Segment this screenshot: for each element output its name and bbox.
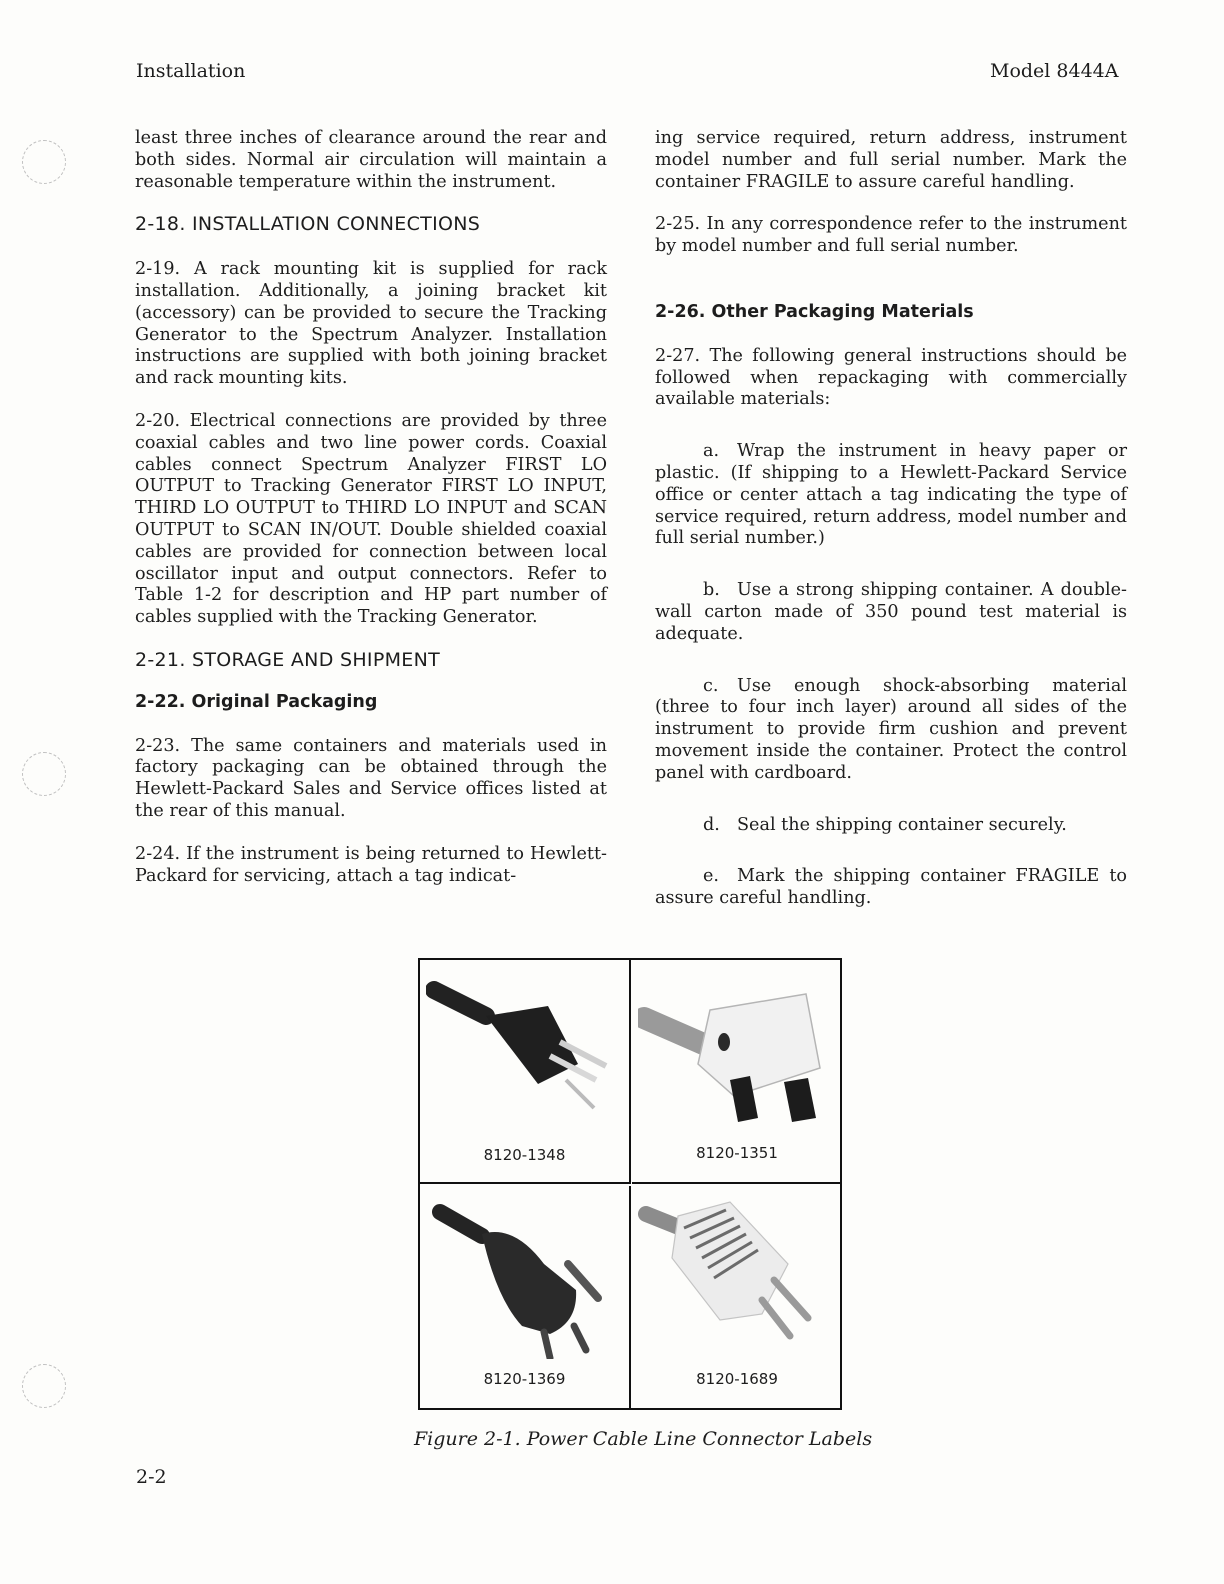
- paragraph-continued: least three inches of clearance around the rear and both sides. Normal air circulation will maintain a reasonable temperature within the instrument.: [135, 128, 607, 192]
- page-number: 2-2: [136, 1466, 167, 1488]
- connector-label: 8120-1369: [483, 1370, 566, 1388]
- list-item-a: [655, 441, 1127, 550]
- punch-hole-middle: [22, 752, 66, 796]
- right-column: [655, 128, 1127, 940]
- list-item-letter: d.: [703, 814, 720, 835]
- plug-8120-1348-icon: [426, 968, 621, 1133]
- list-item-d: [655, 815, 1127, 837]
- plug-8120-1351-icon: [638, 968, 833, 1133]
- list-item-text: Use enough shock-absorbing material (three to four inch layer) around all sides of the instrument to provide firm cushion and prevent movement inside the container. Protect the control panel with cardboard.: [655, 675, 1127, 783]
- heading-original-packaging: 2-22. Original Packaging: [135, 691, 378, 712]
- connector-label: 8120-1351: [696, 1144, 778, 1162]
- figure-cell-8120-1348: [420, 960, 631, 1184]
- list-item-letter: c.: [703, 675, 719, 696]
- list-item-b: [655, 580, 1127, 645]
- figure-power-cable-connectors: [418, 958, 842, 1410]
- punch-hole-top: [22, 140, 66, 184]
- list-item-e: [655, 866, 1127, 910]
- paragraph-2-25: 2-25. In any correspondence refer to the instrument by model number and full serial number.: [655, 214, 1127, 257]
- list-item-letter: b.: [703, 580, 720, 601]
- paragraph-2-20: 2-20. Electrical connections are provided by three coaxial cables and two line power cords. Coaxial cables connect Spectrum Analyzer FIRST LO OUTPUT to Tracking Generator FIRST LO INPUT, THIRD LO OUTPUT to THIRD LO INPUT and SCAN OUTPUT to SCAN IN/OUT. Double shielded coaxial cables are provided for connection between local oscillator input and output connectors. Refer to Table 1-2 for description and HP part number of cables supplied with the Tracking Generator.: [135, 410, 607, 628]
- figure-cell-8120-1369: [420, 1186, 631, 1408]
- paragraph-continued-right: ing service required, return address, instrument model number and full serial number. Mark the container FRAGILE to assure careful handling.: [655, 128, 1127, 192]
- paragraph-2-24: 2-24. If the instrument is being returned to Hewlett-Packard for servicing, attach a tag indicat-: [135, 843, 607, 886]
- running-header-section: Installation: [136, 60, 246, 82]
- list-item-text: Wrap the instrument in heavy paper or plastic. (If shipping to a Hewlett-Packard Service office or center attach a tag indicating the type of service required, return address, model number and full serial number.): [655, 441, 1127, 549]
- paragraph-2-23: 2-23. The same containers and materials used in factory packaging can be obtained through the Hewlett-Packard Sales and Service offices listed at the rear of this manual.: [135, 735, 607, 821]
- plug-8120-1369-icon: [426, 1194, 621, 1359]
- figure-cell-8120-1351: [632, 960, 842, 1184]
- list-item-letter: a.: [703, 441, 720, 462]
- figure-caption: Figure 2-1. Power Cable Line Connector Labels: [414, 1428, 873, 1450]
- heading-other-packaging-materials: 2-26. Other Packaging Materials: [655, 301, 974, 322]
- connector-label: 8120-1348: [483, 1146, 566, 1164]
- connector-label: 8120-1689: [696, 1370, 778, 1388]
- running-header-model: Model 8444A: [990, 60, 1119, 82]
- list-item-letter: e.: [703, 866, 720, 887]
- figure-cell-8120-1689: [632, 1186, 842, 1408]
- heading-installation-connections: 2-18. INSTALLATION CONNECTIONS: [135, 213, 481, 236]
- heading-storage-and-shipment: 2-21. STORAGE AND SHIPMENT: [135, 648, 440, 671]
- punch-hole-bottom: [22, 1364, 66, 1408]
- left-column: [135, 128, 607, 908]
- list-item-text: Mark the shipping container FRAGILE to assure careful handling.: [655, 866, 1127, 909]
- paragraph-2-19: 2-19. A rack mounting kit is supplied for rack installation. Additionally, a joining bracket kit (accessory) can be provided to secure the Tracking Generator to the Spectrum Analyzer. Installation instructions are supplied with both joining bracket and rack mounting kits.: [135, 259, 607, 389]
- list-item-text: Seal the shipping container securely.: [737, 814, 1067, 835]
- paragraph-2-27: 2-27. The following general instructions should be followed when repackaging with commercially available materials:: [655, 345, 1127, 410]
- list-item-c: [655, 676, 1127, 785]
- list-item-text: Use a strong shipping container. A double-wall carton made of 350 pound test material is adequate.: [655, 580, 1127, 644]
- plug-8120-1689-icon: [638, 1194, 833, 1359]
